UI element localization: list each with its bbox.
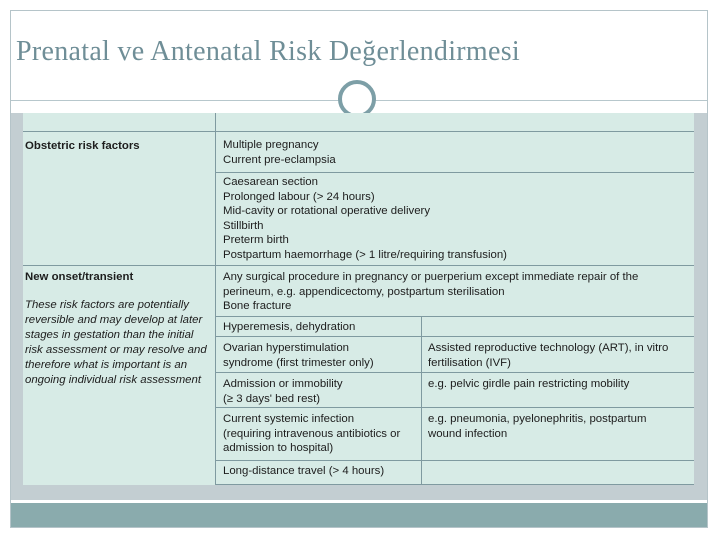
risk-factor-line: Preterm birth <box>223 234 289 246</box>
note-line: ongoing individual risk assessment <box>25 374 202 386</box>
note-line: stages in gestation than the initial <box>25 329 194 341</box>
note-line: reversible and may develop at later <box>25 314 203 326</box>
table-row-divider <box>23 131 694 132</box>
risk-factor-line: syndrome (first trimester only) <box>223 356 374 369</box>
risk-factor-line: Caesarean section <box>223 176 318 188</box>
table-row-divider <box>23 265 694 266</box>
risk-factor-line: Admission or immobility <box>223 378 343 390</box>
risk-factor-line: Bone fracture <box>223 300 292 312</box>
risk-factor-line: (≥ 3 days' bed rest) <box>223 392 321 405</box>
risk-factor-line: Mid-cavity or rotational operative delivery <box>223 205 431 217</box>
example-line: fertilisation (IVF) <box>428 356 511 369</box>
risk-factor-line: Multiple pregnancy <box>223 139 319 151</box>
risk-factor-line: Stillbirth <box>223 219 264 232</box>
risk-factor-line: Prolonged labour (> 24 hours) <box>223 190 375 203</box>
risk-factor-line: Current systemic infection <box>223 413 355 425</box>
table-row-divider <box>215 460 694 461</box>
note-line: therefore what is important is an <box>25 359 188 371</box>
example-line: e.g. pneumonia, pyelonephritis, postpartum <box>428 413 647 425</box>
risk-factor-line: Current pre-eclampsia <box>223 154 336 166</box>
risk-factor-line: admission to hospital) <box>223 442 334 454</box>
table-row-divider <box>215 336 694 337</box>
risk-factor-line: (requiring intravenous antibiotics or <box>223 427 401 440</box>
risk-factor-line: Ovarian hyperstimulation <box>223 342 349 354</box>
risk-factor-line: Any surgical procedure in pregnancy or puerperium except immediate repair of the <box>223 271 639 283</box>
table-row-divider <box>215 407 694 408</box>
risk-factor-line: Hyperemesis, dehydration <box>223 321 356 333</box>
new-onset-header: New onset/transient <box>25 271 134 283</box>
note-line: These risk factors are potentially <box>25 299 189 311</box>
footer-bar <box>11 503 707 527</box>
obstetric-risk-factors-header: Obstetric risk factors <box>25 140 140 152</box>
slide-title: Prenatal ve Antenatal Risk Değerlendirmesi <box>16 36 521 67</box>
risk-factor-line: Long-distance travel (> 4 hours) <box>223 465 385 477</box>
example-line: Assisted reproductive technology (ART), in vitro <box>428 342 669 354</box>
table-column-divider <box>215 113 216 485</box>
risk-factor-table <box>23 113 694 485</box>
example-line: wound infection <box>428 427 508 440</box>
risk-factor-line: Postpartum haemorrhage (> 1 litre/requiring transfusion) <box>223 248 507 261</box>
table-row-divider <box>215 372 694 373</box>
risk-factor-line: perineum, e.g. appendicectomy, postpartum sterilisation <box>223 285 505 298</box>
table-row-divider <box>215 484 694 485</box>
note-line: risk assessment or may resolve and <box>25 344 207 356</box>
table-row-divider <box>215 172 694 173</box>
table-row-divider <box>215 316 694 317</box>
example-line: e.g. pelvic girdle pain restricting mobility <box>428 378 630 390</box>
